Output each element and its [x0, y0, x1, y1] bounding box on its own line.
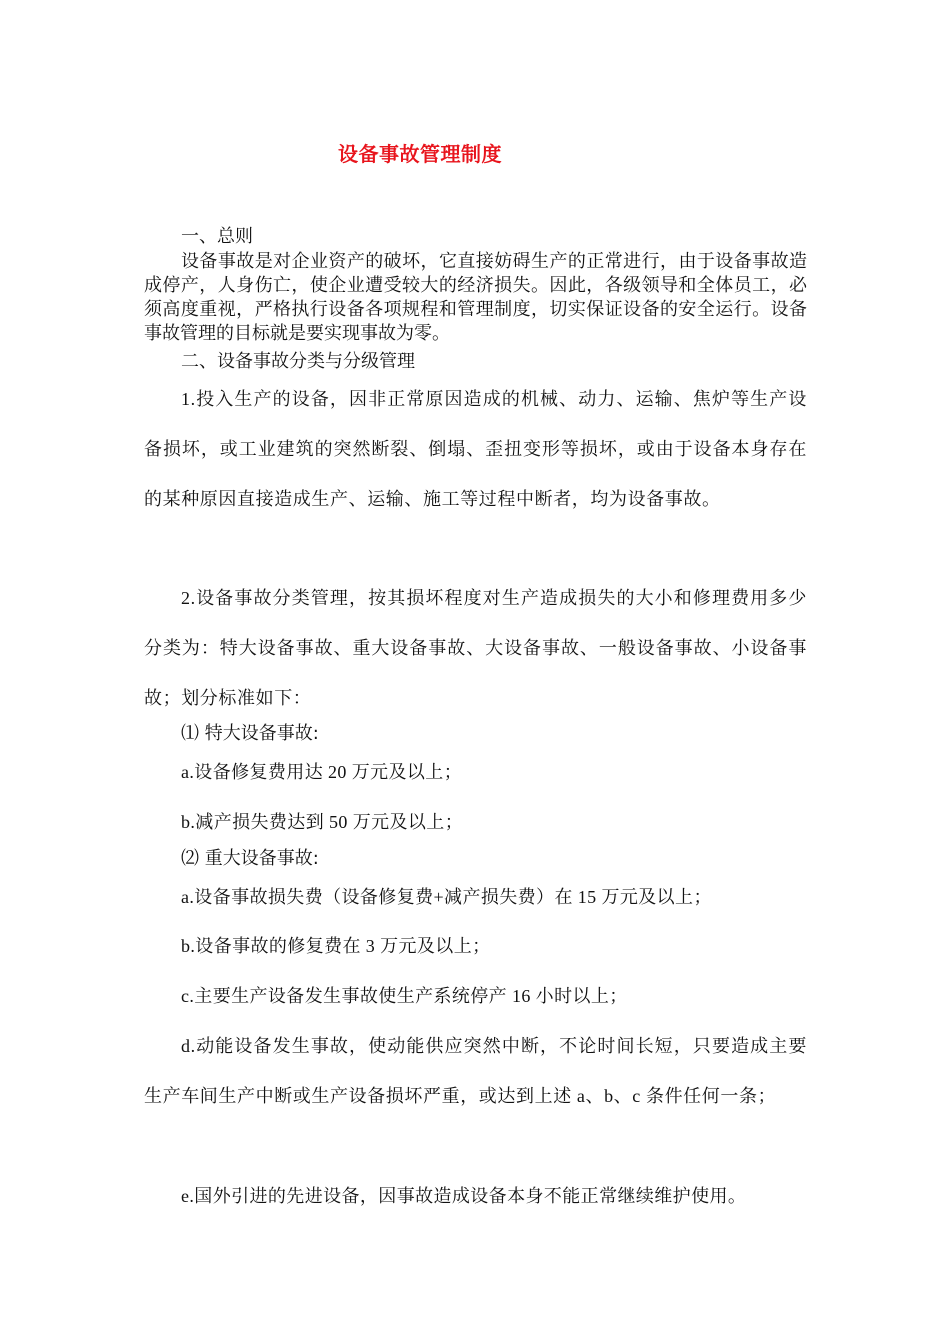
category-2-item-d: d.动能设备发生事故，使动能供应突然中断，不论时间长短，只要造成主要生产车间生产中断或生产设备损坏严重，或达到上述 a、b、c 条件任何一条；	[144, 1036, 807, 1106]
paragraph-item-2: 2.设备事故分类管理，按其损坏程度对生产造成损失的大小和修理费用多少分类为：特大设备事故、重大设备事故、大设备事故、一般设备事故、小设备事故；划分标准如下：	[144, 588, 807, 708]
paragraph-item-1: 1.投入生产的设备，因非正常原因造成的机械、动力、运输、焦炉等生产设备损坏，或工业建筑的突然断裂、倒塌、歪扭变形等损坏，或由于设备本身存在的某种原因直接造成生产、运输、施工等过程中断者，均为设备事故。	[144, 389, 807, 509]
document-title: 设备事故管理制度	[338, 142, 502, 166]
category-heading-extraordinary: ⑴ 特大设备事故:	[181, 723, 319, 744]
category-2-item-b: b.设备事故的修复费在 3 万元及以上；	[181, 936, 491, 956]
category-2-item-c: c.主要生产设备发生事故使生产系统停产 16 小时以上；	[181, 986, 628, 1006]
category-1-item-b: b.减产损失费达到 50 万元及以上；	[181, 812, 464, 832]
category-heading-major: ⑵ 重大设备事故:	[181, 848, 319, 869]
paragraph-general: 设备事故是对企业资产的破坏，它直接妨碍生产的正常进行，由于设备事故造成停产，人身伤亡，使企业遭受较大的经济损失。因此，各级领导和全体员工，必须高度重视，严格执行设备各项规程和管理制度，切实保证设备的安全运行。设备事故管理的目标就是要实现事故为零。	[144, 251, 807, 344]
section-heading-general: 一、总则	[181, 226, 253, 247]
category-1-item-a: a.设备修复费用达 20 万元及以上；	[181, 762, 463, 782]
category-2-item-a: a.设备事故损失费（设备修复费+减产损失费）在 15 万元及以上；	[181, 887, 712, 907]
category-2-item-e: e.国外引进的先进设备，因事故造成设备本身不能正常继续维护使用。	[181, 1186, 747, 1206]
section-heading-classification: 二、设备事故分类与分级管理	[181, 351, 415, 372]
